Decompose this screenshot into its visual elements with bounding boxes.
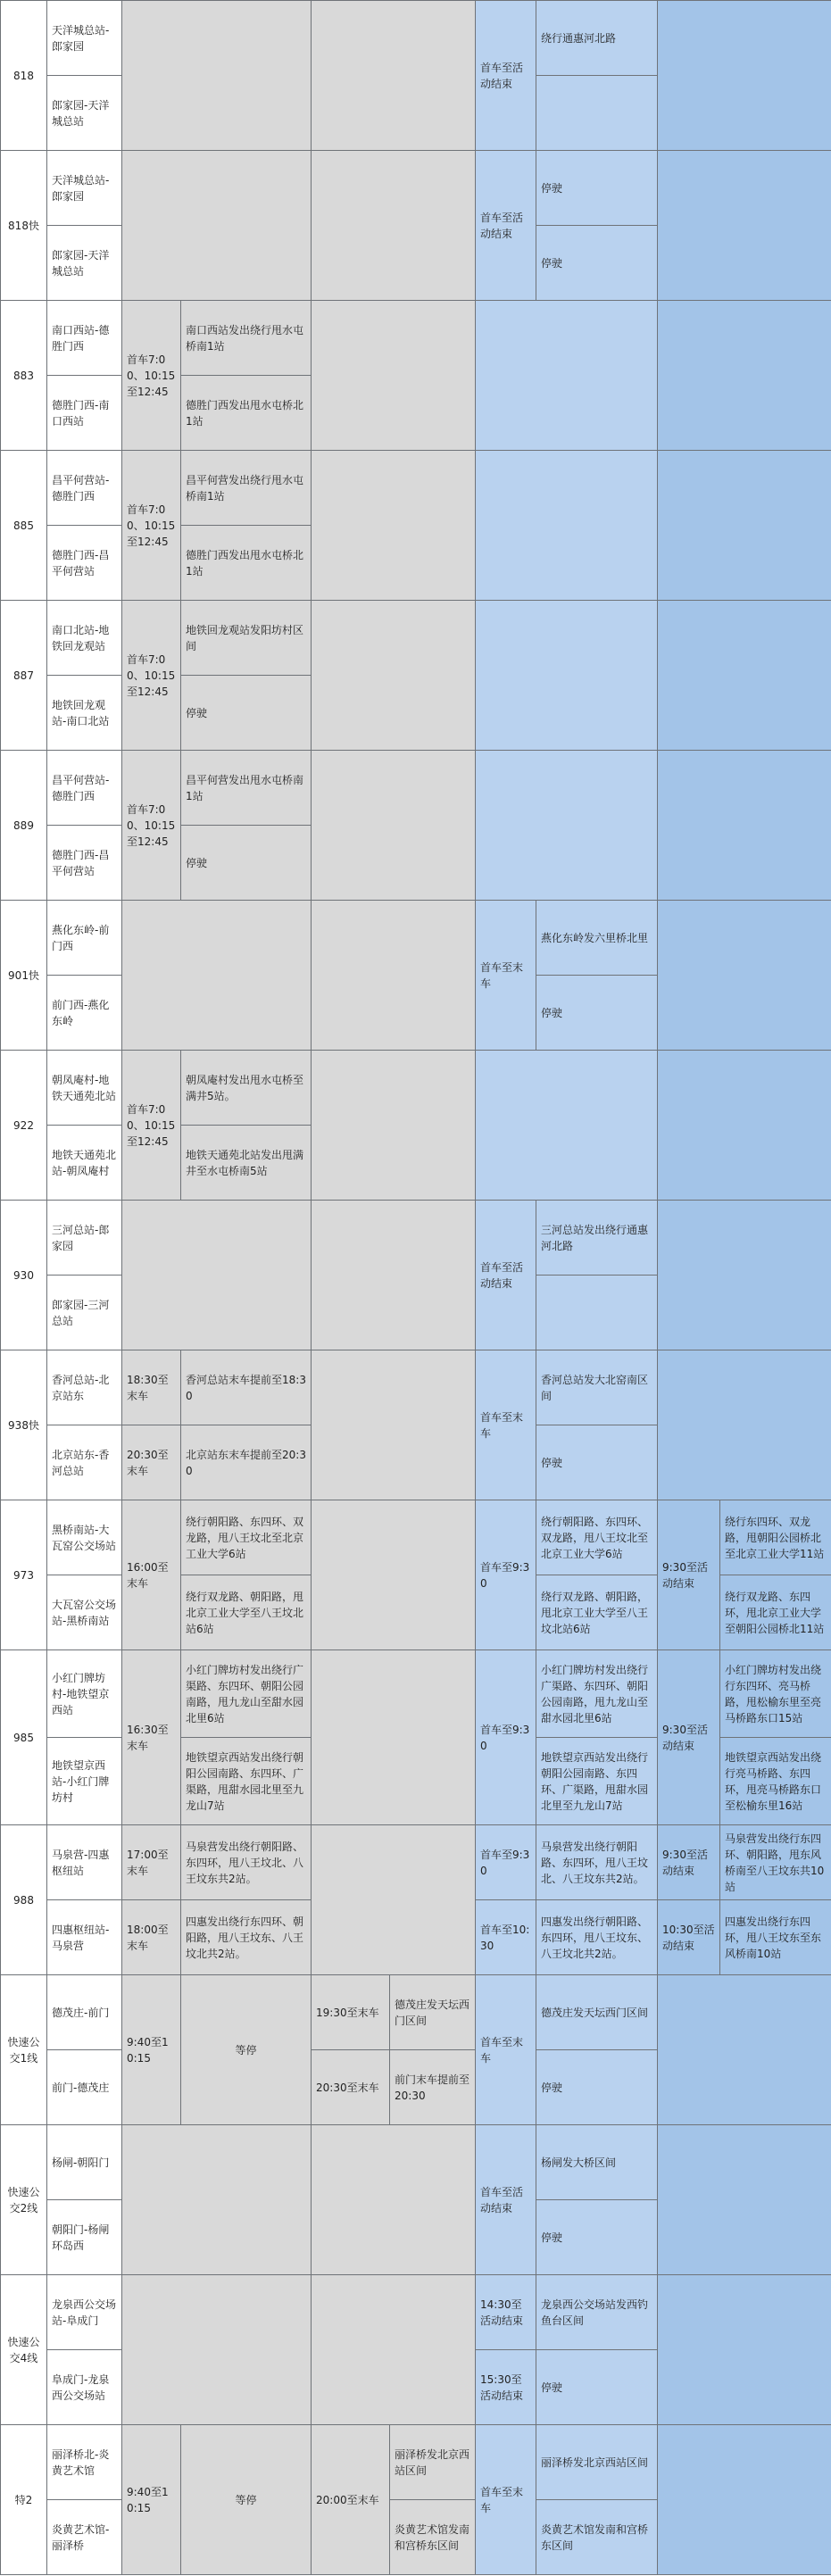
cell-empty xyxy=(122,901,312,1051)
period-cell: 20:30至末车 xyxy=(312,2050,390,2125)
period-cell: 9:40至10:15 xyxy=(122,1975,181,2125)
direction: 前门-德茂庄 xyxy=(47,2050,122,2125)
cell-empty xyxy=(312,751,476,901)
direction: 龙泉西公交场站-阜成门 xyxy=(47,2275,122,2350)
period-cell: 首车至末车 xyxy=(476,2425,536,2575)
cell-empty xyxy=(476,451,658,601)
line-number: 887 xyxy=(1,601,47,751)
arrangement-cell: 德茂庄发天坛西门区间 xyxy=(390,1975,476,2050)
period-cell: 首车至9:30 xyxy=(476,1650,536,1825)
arrangement-cell: 小红门牌坊村发出绕行广渠路、东四环、朝阳公园南路，甩九龙山至甜水园北里6站 xyxy=(536,1650,658,1738)
line-number: 922 xyxy=(1,1051,47,1201)
arrangement-cell: 停驶 xyxy=(536,976,658,1051)
direction: 朝阳门-杨闸环岛西 xyxy=(47,2200,122,2275)
arrangement-cell: 停驶 xyxy=(536,2350,658,2425)
arrangement-cell: 等停 xyxy=(181,1975,312,2125)
table-row xyxy=(1,2425,831,2500)
table-row xyxy=(1,1825,831,1900)
arrangement-cell: 等停 xyxy=(181,2425,312,2575)
cell-empty xyxy=(658,1975,831,2125)
period-cell: 9:30至活动结束 xyxy=(658,1825,720,1900)
direction: 炎黄艺术馆-丽泽桥 xyxy=(47,2500,122,2575)
period-cell: 9:30至活动结束 xyxy=(658,1650,720,1825)
line-number: 938快 xyxy=(1,1350,47,1500)
cell-empty xyxy=(658,1201,831,1350)
cell-empty xyxy=(658,2275,831,2425)
cell-empty xyxy=(476,601,658,751)
period-cell: 9:30至活动结束 xyxy=(658,1500,720,1650)
arrangement-cell: 前门末车提前至20:30 xyxy=(390,2050,476,2125)
cell-empty xyxy=(312,1350,476,1500)
arrangement-cell: 小红门牌坊村发出绕行东四环、亮马桥路，甩松榆东里至亮马桥路东口15站 xyxy=(720,1650,831,1738)
cell-empty xyxy=(658,2125,831,2275)
cell-empty xyxy=(312,601,476,751)
cell-empty xyxy=(312,901,476,1051)
table-row xyxy=(1,451,831,526)
arrangement-cell: 四惠发出绕行东四环，甩八王坟东至东风桥南10站 xyxy=(720,1900,831,1975)
line-number: 快速公交4线 xyxy=(1,2275,47,2425)
period-cell: 14:30至活动结束 xyxy=(476,2275,536,2350)
line-number: 883 xyxy=(1,301,47,451)
arrangement-cell: 停驶 xyxy=(536,226,658,301)
cell-empty xyxy=(658,451,831,601)
arrangement-cell: 马泉营发出绕行朝阳路、东四环，甩八王坟北、八王坟东共2站。 xyxy=(536,1825,658,1900)
period-cell: 首车7:00、10:15至12:45 xyxy=(122,1051,181,1201)
arrangement-cell: 南口西站发出绕行甩水屯桥南1站 xyxy=(181,301,312,376)
period-cell: 15:30至活动结束 xyxy=(476,2350,536,2425)
direction: 昌平何营站-德胜门西 xyxy=(47,451,122,526)
period-cell: 20:00至末车 xyxy=(312,2425,390,2575)
arrangement-cell: 马泉营发出绕行东四环、朝阳路，甩东风桥南至八王坟东共10站 xyxy=(720,1825,831,1900)
cell-empty xyxy=(312,451,476,601)
table-row xyxy=(1,601,831,676)
arrangement-cell: 绕行东四环、双龙路，甩朝阳公园桥北至北京工业大学11站 xyxy=(720,1500,831,1575)
period-cell: 9:40至10:15 xyxy=(122,2425,181,2575)
table-row xyxy=(1,1350,831,1425)
line-number: 930 xyxy=(1,1201,47,1350)
cell-empty xyxy=(476,751,658,901)
arrangement-cell: 昌平何营发出甩水屯桥南1站 xyxy=(181,751,312,826)
line-number: 818快 xyxy=(1,151,47,301)
period-cell: 18:30至末车 xyxy=(122,1350,181,1425)
arrangement-cell: 地铁天通苑北站发出甩满井至水屯桥南5站 xyxy=(181,1126,312,1201)
period-cell: 首车7:00、10:15至12:45 xyxy=(122,301,181,451)
arrangement-cell: 停驶 xyxy=(536,2050,658,2125)
period-cell: 10:30至活动结束 xyxy=(658,1900,720,1975)
direction: 香河总站-北京站东 xyxy=(47,1350,122,1425)
direction: 黑桥南站-大瓦窑公交场站 xyxy=(47,1500,122,1575)
arrangement-cell: 停驶 xyxy=(181,676,312,751)
cell-empty xyxy=(312,1,476,151)
period-cell: 17:00至末车 xyxy=(122,1825,181,1900)
direction: 三河总站-郎家园 xyxy=(47,1201,122,1276)
direction: 朝凤庵村-地铁天通苑北站 xyxy=(47,1051,122,1126)
cell-empty xyxy=(312,1825,476,1975)
cell-empty xyxy=(122,1201,312,1350)
direction: 天洋城总站-郎家园 xyxy=(47,1,122,76)
direction: 南口北站-地铁回龙观站 xyxy=(47,601,122,676)
direction: 德胜门西-昌平何营站 xyxy=(47,826,122,901)
cell-empty xyxy=(658,601,831,751)
direction: 德胜门西-昌平何营站 xyxy=(47,526,122,601)
direction: 燕化东岭-前门西 xyxy=(47,901,122,976)
arrangement-cell: 四惠发出绕行东四环、朝阳路，甩八王坟东、八王坟北共2站。 xyxy=(181,1900,312,1975)
arrangement-cell: 杨闸发大桥区间 xyxy=(536,2125,658,2200)
arrangement-cell: 朝凤庵村发出甩水屯桥至满井5站。 xyxy=(181,1051,312,1126)
arrangement-cell: 停驶 xyxy=(536,151,658,226)
direction: 德茂庄-前门 xyxy=(47,1975,122,2050)
period-cell: 19:30至末车 xyxy=(312,1975,390,2050)
cell-empty xyxy=(122,2275,312,2425)
arrangement-cell: 停驶 xyxy=(181,826,312,901)
cell-empty xyxy=(312,2125,476,2275)
arrangement-cell: 小红门牌坊村发出绕行广渠路、东四环、朝阳公园南路，甩九龙山至甜水园北里6站 xyxy=(181,1650,312,1738)
line-number: 特2 xyxy=(1,2425,47,2575)
arrangement-cell: 地铁望京西站发出绕行亮马桥路、东四环，甩亮马桥路东口至松榆东里16站 xyxy=(720,1738,831,1825)
cell-empty xyxy=(476,1051,658,1201)
period-cell: 首车至活动结束 xyxy=(476,2125,536,2275)
arrangement-cell: 北京站东末车提前至20:30 xyxy=(181,1425,312,1500)
cell-empty xyxy=(658,751,831,901)
cell-empty xyxy=(312,1051,476,1201)
arrangement-cell: 地铁望京西站发出绕行朝阳公园南路、东四环、广渠路，甩甜水园北里至九龙山7站 xyxy=(181,1738,312,1825)
cell-empty xyxy=(312,1201,476,1350)
arrangement-cell: 炎黄艺术馆发南和宫桥东区间 xyxy=(390,2500,476,2575)
table-row xyxy=(1,151,831,226)
arrangement-cell xyxy=(536,76,658,151)
arrangement-cell: 马泉营发出绕行朝阳路、东四环，甩八王坟北、八王坟东共2站。 xyxy=(181,1825,312,1900)
direction: 郎家园-三河总站 xyxy=(47,1276,122,1350)
line-number: 988 xyxy=(1,1825,47,1975)
arrangement-cell: 绕行通惠河北路 xyxy=(536,1,658,76)
table-row xyxy=(1,2125,831,2200)
period-cell: 20:30至末车 xyxy=(122,1425,181,1500)
table-row xyxy=(1,301,831,376)
period-cell: 首车7:00、10:15至12:45 xyxy=(122,751,181,901)
cell-empty xyxy=(312,2275,476,2425)
arrangement-cell: 绕行双龙路、朝阳路，甩北京工业大学至八王坟北站6站 xyxy=(181,1575,312,1650)
direction: 杨闸-朝阳门 xyxy=(47,2125,122,2200)
cell-empty xyxy=(658,1051,831,1201)
direction: 郎家园-天洋城总站 xyxy=(47,226,122,301)
cell-empty xyxy=(658,1350,831,1500)
period-cell: 首车至活动结束 xyxy=(476,151,536,301)
table-row xyxy=(1,901,831,976)
direction: 阜成门-龙泉西公交场站 xyxy=(47,2350,122,2425)
direction: 大瓦窑公交场站-黑桥南站 xyxy=(47,1575,122,1650)
arrangement-cell: 绕行朝阳路、东四环、双龙路，甩八王坟北至北京工业大学6站 xyxy=(181,1500,312,1575)
direction: 昌平何营站-德胜门西 xyxy=(47,751,122,826)
line-number: 901快 xyxy=(1,901,47,1051)
period-cell: 16:00至末车 xyxy=(122,1500,181,1650)
line-number: 985 xyxy=(1,1650,47,1825)
cell-empty xyxy=(122,1,312,151)
period-cell: 18:00至末车 xyxy=(122,1900,181,1975)
arrangement-cell: 四惠发出绕行朝阳路、东四环，甩八王坟东、八王坟北共2站。 xyxy=(536,1900,658,1975)
table-row xyxy=(1,1975,831,2050)
direction: 地铁望京西站-小红门牌坊村 xyxy=(47,1738,122,1825)
arrangement-cell: 丽泽桥发北京西站区间 xyxy=(536,2425,658,2500)
period-cell: 16:30至末车 xyxy=(122,1650,181,1825)
direction: 丽泽桥北-炎黄艺术馆 xyxy=(47,2425,122,2500)
table-row xyxy=(1,2275,831,2350)
direction: 地铁天通苑北站-朝凤庵村 xyxy=(47,1126,122,1201)
cell-empty xyxy=(658,901,831,1051)
arrangement-cell: 地铁回龙观站发阳坊村区间 xyxy=(181,601,312,676)
direction: 南口西站-德胜门西 xyxy=(47,301,122,376)
period-cell: 首车至活动结束 xyxy=(476,1201,536,1350)
arrangement-cell: 丽泽桥发北京西站区间 xyxy=(390,2425,476,2500)
arrangement-cell: 昌平何营发出绕行甩水屯桥南1站 xyxy=(181,451,312,526)
table-row xyxy=(1,1500,831,1575)
period-cell: 首车至末车 xyxy=(476,1975,536,2125)
arrangement-cell: 绕行双龙路、朝阳路，甩北京工业大学至八王坟北站6站 xyxy=(536,1575,658,1650)
direction: 德胜门西-南口西站 xyxy=(47,376,122,451)
arrangement-cell: 停驶 xyxy=(536,1425,658,1500)
cell-empty xyxy=(658,1,831,151)
table-row xyxy=(1,1201,831,1276)
line-number: 快速公交1线 xyxy=(1,1975,47,2125)
line-number: 818 xyxy=(1,1,47,151)
period-cell: 首车至9:30 xyxy=(476,1500,536,1650)
arrangement-cell: 绕行朝阳路、东四环、双龙路，甩八王坟北至北京工业大学6站 xyxy=(536,1500,658,1575)
direction: 郎家园-天洋城总站 xyxy=(47,76,122,151)
period-cell: 首车至末车 xyxy=(476,1350,536,1500)
direction: 北京站东-香河总站 xyxy=(47,1425,122,1500)
cell-empty xyxy=(312,1500,476,1650)
arrangement-cell: 停驶 xyxy=(536,2200,658,2275)
period-cell: 首车至末车 xyxy=(476,901,536,1051)
table-row xyxy=(1,1051,831,1126)
arrangement-cell: 德胜门西发出甩水屯桥北1站 xyxy=(181,526,312,601)
line-number: 889 xyxy=(1,751,47,901)
arrangement-cell: 地铁望京西站发出绕行朝阳公园南路、东四环、广渠路，甩甜水园北里至九龙山7站 xyxy=(536,1738,658,1825)
table-row xyxy=(1,751,831,826)
arrangement-cell: 燕化东岭发六里桥北里 xyxy=(536,901,658,976)
arrangement-cell: 香河总站发大北窑南区间 xyxy=(536,1350,658,1425)
cell-empty xyxy=(658,151,831,301)
cell-empty xyxy=(658,301,831,451)
cell-empty xyxy=(122,151,312,301)
period-cell: 首车至活动结束 xyxy=(476,1,536,151)
arrangement-cell xyxy=(536,1276,658,1350)
direction: 四惠枢纽站-马泉营 xyxy=(47,1900,122,1975)
arrangement-cell: 炎黄艺术馆发南和宫桥东区间 xyxy=(536,2500,658,2575)
arrangement-cell: 香河总站末车提前至18:30 xyxy=(181,1350,312,1425)
period-cell: 首车7:00、10:15至12:45 xyxy=(122,601,181,751)
table-row xyxy=(1,1650,831,1738)
arrangement-cell: 三河总站发出绕行通惠河北路 xyxy=(536,1201,658,1276)
table-row xyxy=(1,1,831,76)
line-number: 885 xyxy=(1,451,47,601)
arrangement-cell: 龙泉西公交场站发西钓鱼台区间 xyxy=(536,2275,658,2350)
period-cell: 首车7:00、10:15至12:45 xyxy=(122,451,181,601)
direction: 地铁回龙观站-南口北站 xyxy=(47,676,122,751)
direction: 小红门牌坊村-地铁望京西站 xyxy=(47,1650,122,1738)
direction: 前门西-燕化东岭 xyxy=(47,976,122,1051)
cell-empty xyxy=(312,1650,476,1825)
cell-empty xyxy=(476,301,658,451)
line-number: 973 xyxy=(1,1500,47,1650)
arrangement-cell: 德胜门西发出甩水屯桥北1站 xyxy=(181,376,312,451)
period-cell: 首车至10:30 xyxy=(476,1900,536,1975)
cell-empty xyxy=(658,2425,831,2575)
arrangement-cell: 绕行双龙路、东四环，甩北京工业大学至朝阳公园桥北11站 xyxy=(720,1575,831,1650)
cell-empty xyxy=(122,2125,312,2275)
cell-empty xyxy=(312,151,476,301)
period-cell: 首车至9:30 xyxy=(476,1825,536,1900)
cell-empty xyxy=(312,301,476,451)
line-number: 快速公交2线 xyxy=(1,2125,47,2275)
direction: 天洋城总站-郎家园 xyxy=(47,151,122,226)
arrangement-cell: 德茂庄发天坛西门区间 xyxy=(536,1975,658,2050)
direction: 马泉营-四惠枢纽站 xyxy=(47,1825,122,1900)
